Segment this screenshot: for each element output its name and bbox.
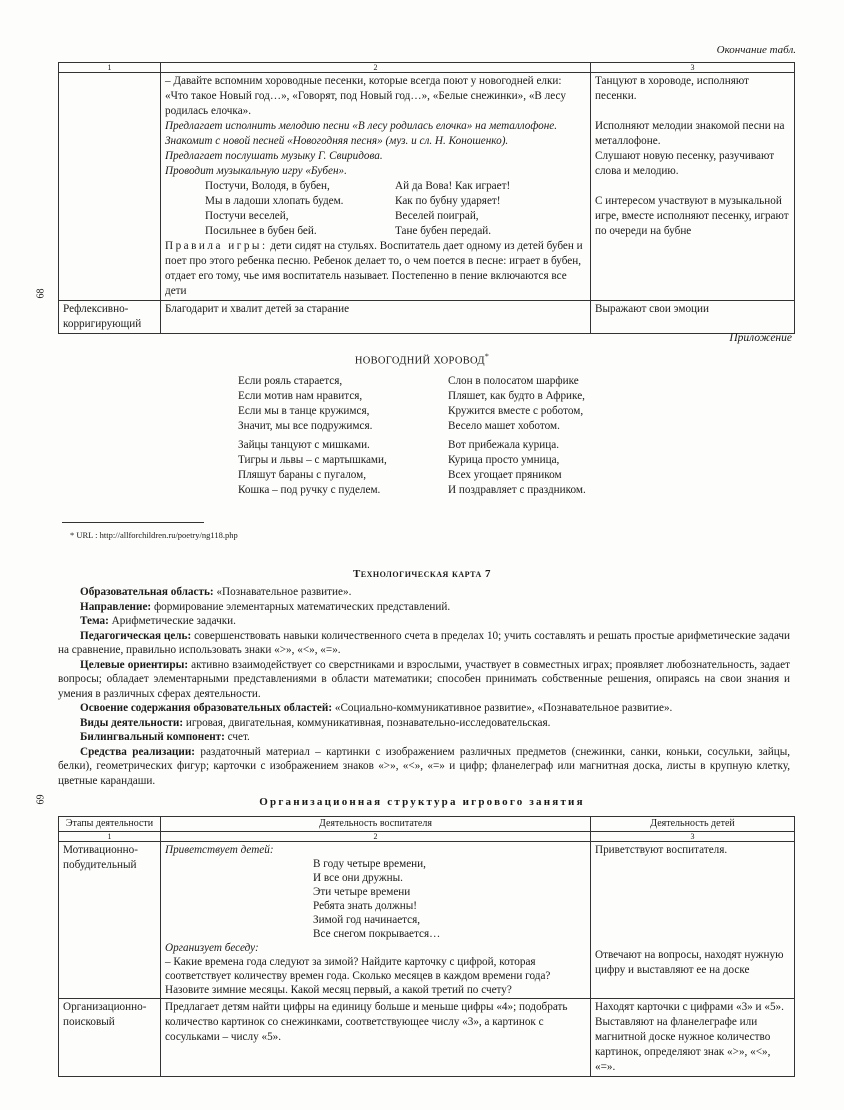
verse-line: Постучи веселей, [205,210,289,222]
poem-line: Курица просто умница, [448,454,560,466]
field-label: Виды деятельности: [80,716,184,729]
verse-line: Ребята знать должны! [313,900,417,912]
songs-intro: – Давайте вспомним хороводные песенки, которые всегда поют у новогодней елки: «Что такое Новый год…», «Говорят, под Новый год…», «Белые снежинки», «В лесу родилась елочка». [165,75,566,117]
field-goal [58,629,790,658]
poem-line: Если мотив нам нравится, [238,390,363,402]
rules-text: дети сидят на стульях. Воспитатель дает одному из детей бубен и поет про этого ребенка песню. Ребенок делает то, о чем поется в песне: играет в бубен, отдает его тому, чье имя воспитатель называет. Постепенно в пение включаются все дети [165,240,583,297]
field-area [58,585,790,600]
children-activity-cell [591,842,795,999]
game-verse [205,179,586,239]
rules-label: Правила игры: [165,240,268,252]
talk-instruction: Организует беседу: [165,942,259,954]
poem-line: Слон в полосатом шарфике [448,375,579,387]
field-direction [58,600,790,615]
questions: – Какие времена года следуют за зимой? Найдите карточку с цифрой, которая соответствует количеству времен года. Сколько месяцев в каждом времени года? Назовите зимние месяцы. Какой месяц первый, а какой третий по счету? [165,956,551,996]
page-number-side-bottom: 69 [35,794,47,805]
page-number-side-top: 68 [35,288,47,299]
teacher-activity-cell: Благодарит и хвалит детей за старание [161,301,591,334]
col-number-3: 3 [591,63,795,73]
poem-title [0,352,844,367]
poem-line: Если рояль старается, [238,375,343,387]
structure-table [58,816,795,1077]
field-label: Направление: [80,600,152,613]
children-activity-cell: Выражают свои эмоции [591,301,795,334]
field-label: Освоение содержания образовательных областей: [80,702,333,714]
field-text: игровая, двигательная, коммуникативная, познавательно-исследовательская. [185,716,551,729]
field-text: «Познавательное развитие». [216,586,352,598]
verse-line: Все снегом покрывается… [313,928,441,940]
poem-line: Кружится вместе с роботом, [448,405,584,417]
verse-line: Постучи, Володя, в бубен, [205,180,330,192]
field-label: Образовательная область: [80,586,214,598]
poem-line: Всех угощает пряником [448,469,562,481]
poem-line: И поздравляет с праздником. [448,484,586,496]
poem-line: Вот прибежала курица. [448,439,560,451]
poem-line: Тигры и львы – с мартышками, [238,454,387,466]
field-text: счет. [227,731,250,743]
poem-stanza-1-left [238,374,372,434]
poem-line: Кошка – под ручку с пуделем. [238,484,381,496]
instruction-3: Предлагает послушать музыку Г. Свиридова. [165,150,383,162]
game-rules [165,239,586,299]
verse-line: Эти четыре времени [313,886,411,898]
poem-stanza-1-right [448,374,585,434]
poem-line: Пляшет, как будто в Африке, [448,390,585,402]
col-number-1: 1 [59,63,161,73]
poem-title-text: НОВОГОДНИЙ ХОРОВОД [354,355,485,367]
field-activities [58,716,790,731]
field-label: Билингвальный компонент: [80,731,225,743]
verse-line: В году четыре времени, [313,858,426,870]
col-number-3: 3 [591,832,795,842]
field-text: Арифметические задачки. [111,615,236,627]
children-activity-d: С интересом участвуют в музыкальной игре, вместе исполняют песенку, играют по очереди на бубне [595,195,789,237]
top-table [58,62,795,334]
header-teacher: Деятельность воспитателя [161,817,591,832]
verse-line: Посильнее в бубен бей. [205,225,317,237]
field-topic [58,614,790,629]
instruction-4: Проводит музыкальную игру «Бубен». [165,165,347,177]
poem-stanza-2-right [448,438,586,498]
verse-line: Веселей поиграй, [395,210,479,222]
field-label: Целевые ориентиры: [80,658,189,671]
poem-stanza-2-left [238,438,387,498]
col-number-2: 2 [161,63,591,73]
children-activity-a: Приветствуют воспитателя. [595,844,728,856]
poem-line: Значит, мы все подружимся. [238,420,373,432]
footnote: * URL : http://allforchildren.ru/poetry/ng118.php [70,530,238,540]
empty-cell [59,73,161,301]
teacher-activity-cell [161,73,591,301]
field-label: Средства реализации: [80,745,195,758]
field-text: совершенствовать навыки количественного счета в пределах 10; учить составлять и решать простые арифметические задачи на сравнение, правильно использовать знаки «>», «<», «=». [58,629,791,656]
header-stages: Этапы деятельности [59,817,161,832]
verse-line: Мы в ладоши хлопать будем. [205,195,344,207]
continuation-label: Окончание табл. [716,44,796,56]
card-fields [58,585,790,788]
poem-line: Пляшут бараны с пугалом, [238,469,367,481]
instruction-1: Предлагает исполнить мелодию песни «В лесу родилась елочка» на металлофоне. [165,120,558,132]
col-number-2: 2 [161,832,591,842]
verse-line: Тане бубен передай. [395,225,492,237]
children-activity-c: Слушают новую песенку, разучивают слова и мелодию. [595,150,775,177]
verse-line: Как по бубну ударяет! [395,195,501,207]
stage-name: Организационно-поисковый [59,999,161,1077]
stage-name: Рефлексивно-корригирующий [59,301,161,334]
footnote-rule [62,522,204,523]
field-label: Педагогическая цель: [80,629,192,642]
children-activity-cell: Находят карточки с цифрами «3» и «5». Выставляют на фланелеграфе или магнитной доске нужное количество картинок, определяют знак «>», «<», «=». [591,999,795,1077]
card-title: Технологическая карта 7 [352,568,492,580]
field-text: раздаточный материал – картинки с изображением различных предметов (снежинки, санки, коньки, сосульки, зайцы, белки), геометрических фигур; карточки с изображением знаков «>», «<», «=» и цифр; фланелеграф или магнитная доска, листы в крупную клетку, цветные карандаши. [58,745,791,787]
greet-instruction: Приветствует детей: [165,844,274,856]
instruction-2: Знакомит с новой песней «Новогодняя песня» (муз. и сл. Н. Коношенко). [165,135,509,147]
col-number-1: 1 [59,832,161,842]
field-areas [58,701,790,716]
poem-line: Если мы в танце кружимся, [238,405,370,417]
footnote-mark: * [484,352,490,361]
header-children: Деятельность детей [591,817,795,832]
field-text: активно взаимодействует со сверстниками и взрослыми, участвует в совместных играх; проявляет любознательность, задает вопросы; обладает элементарными представлениями в области математики; способен принимать собственные решения, опираясь на свои знания и умения в различных сферах деятельности. [58,658,790,700]
field-text: формирование элементарных математических представлений. [153,600,451,613]
poem-line: Весело машет хоботом. [448,420,560,432]
poem-line: Зайцы танцуют с мишками. [238,439,370,451]
field-label: Тема: [80,615,109,627]
teacher-activity-cell [161,842,591,999]
field-text: «Социально-коммуникативное развитие», «Познавательное развитие». [334,702,673,714]
children-activity-a: Танцуют в хороводе, исполняют песенки. [595,75,749,102]
children-activity-b: Отвечают на вопросы, находят нужную цифру и выставляют ее на доске [595,949,784,976]
structure-title: Организационная структура игрового занятия [259,796,585,808]
field-means [58,745,790,789]
field-targets [58,658,790,702]
appendix-label: Приложение [729,332,792,344]
field-bilingual [58,730,790,745]
verse-line: Зимой год начинается, [313,914,421,926]
verse-line: И все они дружны. [313,872,403,884]
children-activity-b: Исполняют мелодии знакомой песни на металлофоне. [595,120,785,147]
children-activity-cell [591,73,795,301]
stage-name: Мотивационно-побудительный [59,842,161,999]
teacher-activity-cell: Предлагает детям найти цифры на единицу больше и меньше цифры «4»; подобрать количество картинок со снежинками, соответствующее числу «3», а картинок с сосульками – числу «5». [161,999,591,1077]
verse-line: Ай да Вова! Как играет! [395,180,511,192]
greeting-verse [313,857,586,941]
